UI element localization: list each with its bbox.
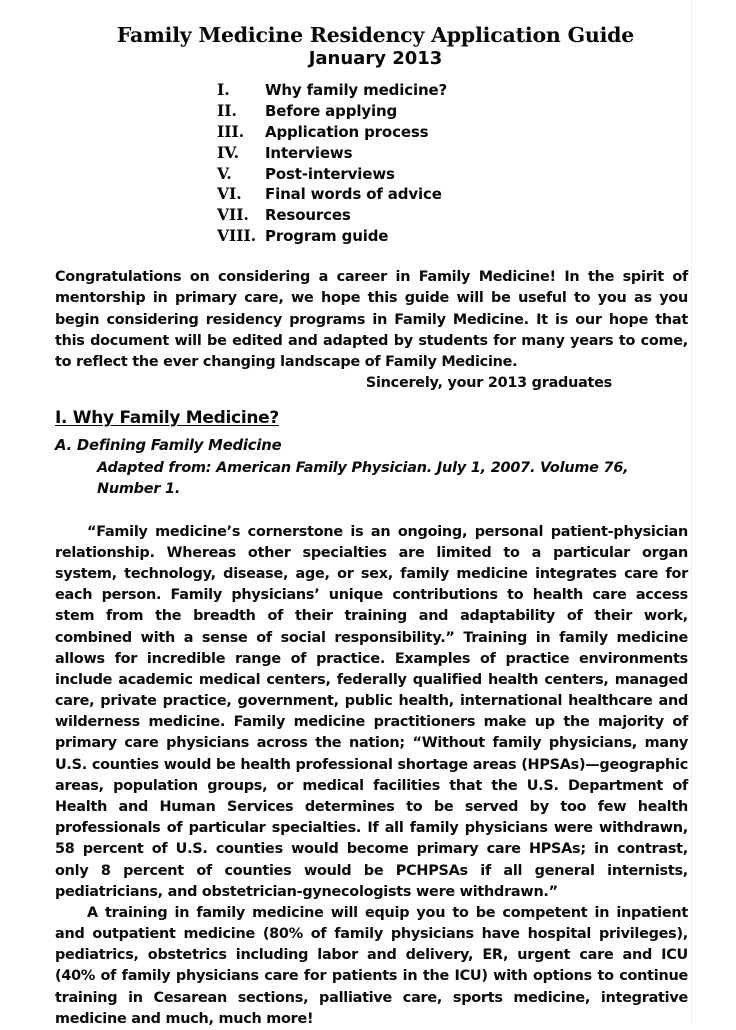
intro-paragraph: Congratulations on considering a career in Family Medicine! In the spirit of mentorship in primary care, we hope this guide will be useful to you as you begin considering residency programs in Family Medicine. It is our hope that this document will be edited and adapted by students for many years to come, to reflect the ever changing landscape of Family Medicine.: [55, 269, 688, 370]
quote-paragraph: “Family medicine’s cornerstone is an ongoing, personal patient-physician relationship. Whereas other specialties are limited to a particular organ system, technology, disease, age, or sex, family medicine integrates care for each person. Family physicians’ unique contributions to health care access stem from the breadth of their training and adaptability of their work, combined with a sense of social responsibility.” Training in family medicine allows for incredible range of practice. Examples of practice environments include academic medical centers, federally qualified health centers, managed care, private practice, government, public health, international healthcare and wilderness medicine. Family medicine practitioners make up the majority of primary care physicians across the nation; “Without family physicians, many U.S. counties would be health professional shortage areas (HPSAs)—geographic areas, population groups, or medical facilities that the U.S. Department of Health and Human Services determines to be served by too few health professionals of particular specialties. If all family physicians were withdrawn, 58 percent of U.S. counties would become primary care HPSAs; in contrast, only 8 percent of counties would be PCHPSAs if all general internists, pediatricians, and obstetrician-gynecologists were withdrawn.”: [55, 523, 688, 900]
training-paragraph: A training in family medicine will equip you to be competent in inpatient and outpatient medicine (80% of family physicians have hospital privileges), pediatrics, obstetrics including labor and delivery, ER, urgent care and ICU (40% of family physicians care for patients in the ICU) with options to continue training in Cesarean sections, palliative care, sports medicine, integrative medicine and much, much more!: [55, 904, 688, 1027]
toc-label: Interviews: [265, 143, 353, 162]
toc-label: Post-interviews: [265, 164, 395, 183]
toc-item-4[interactable]: [55, 143, 688, 164]
table-of-contents: [55, 80, 688, 248]
toc-numeral: V.: [217, 163, 232, 183]
toc-label: Program guide: [265, 227, 389, 246]
signature-line: Sincerely, your 2013 graduates: [365, 375, 612, 392]
toc-label: Why family medicine?: [265, 80, 448, 99]
source-citation: Adapted from: American Family Physician. July 1, 2007. Volume 76, Number 1.: [97, 460, 629, 497]
scan-edge: [691, 0, 692, 1024]
document-subtitle: January 2013: [308, 47, 443, 69]
toc-item-1[interactable]: [55, 80, 688, 101]
toc-item-7[interactable]: [55, 205, 688, 226]
toc-numeral: IV.: [217, 142, 239, 162]
document-content: [55, 24, 688, 1030]
document-title: Family Medicine Residency Application Guide: [116, 23, 635, 47]
toc-item-6[interactable]: [55, 184, 688, 205]
toc-numeral: I.: [217, 79, 230, 99]
toc-item-2[interactable]: [55, 101, 688, 122]
toc-label: Application process: [265, 122, 429, 141]
toc-numeral: VIII.: [217, 226, 257, 246]
toc-item-5[interactable]: [55, 164, 688, 185]
toc-numeral: II.: [217, 100, 237, 120]
toc-numeral: VII.: [217, 205, 249, 225]
toc-item-8[interactable]: [55, 226, 688, 247]
toc-label: Before applying: [265, 101, 398, 120]
section-heading-one: I. Why Family Medicine?: [55, 408, 279, 429]
toc-label: Final words of advice: [265, 185, 442, 204]
toc-numeral: VI.: [217, 184, 242, 204]
toc-label: Resources: [265, 206, 351, 225]
toc-numeral: III.: [217, 121, 245, 141]
toc-item-3[interactable]: [55, 122, 688, 143]
subsection-heading-a: A. Defining Family Medicine: [55, 436, 282, 454]
